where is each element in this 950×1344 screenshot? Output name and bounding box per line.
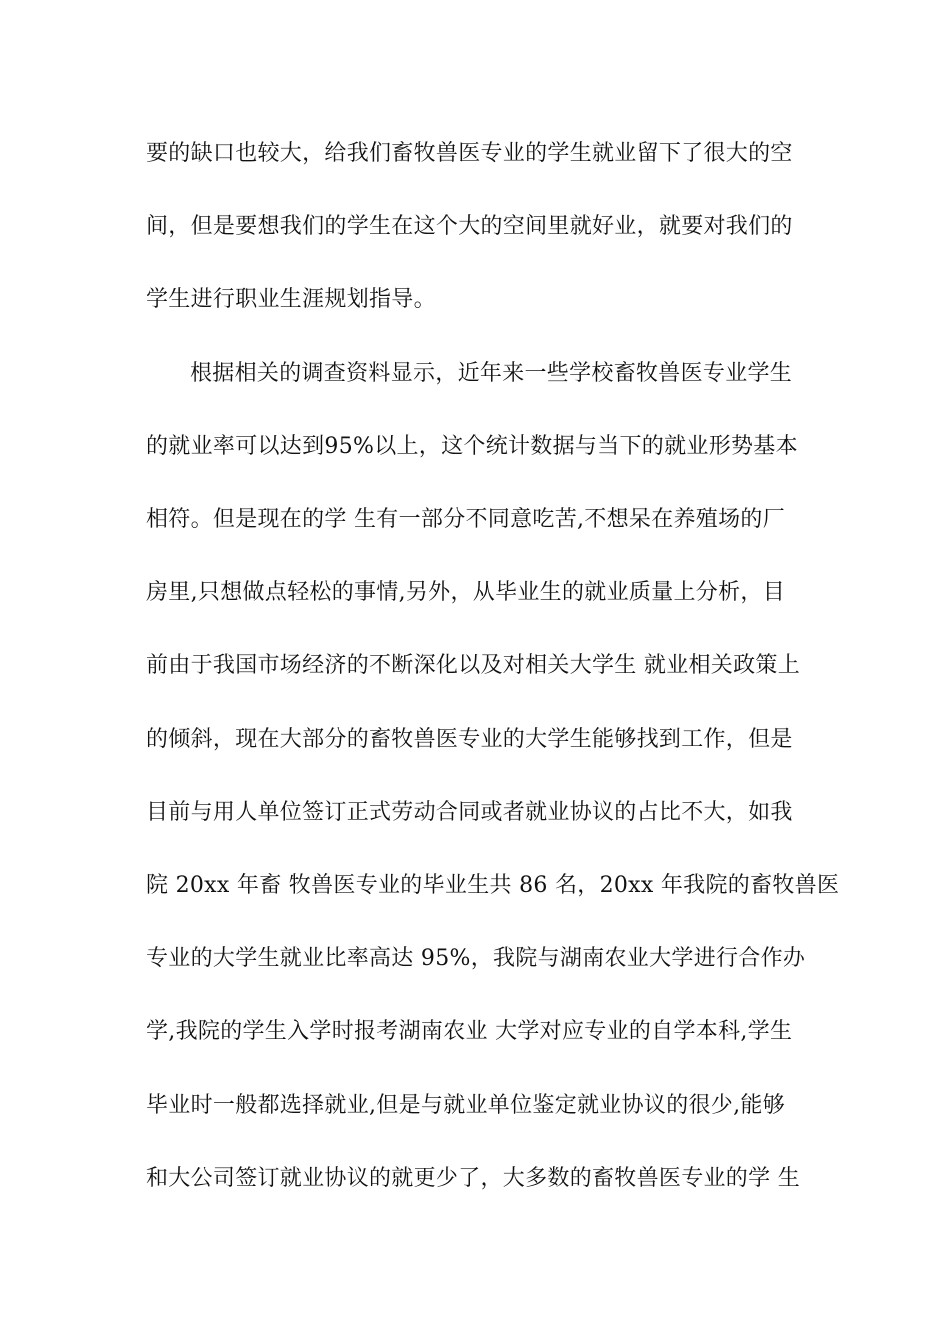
- text-line: 毕业时一般都选择就业,但是与就业单位鉴定就业协议的很少,能够: [146, 1093, 785, 1118]
- paragraph-first-line: 根据相关的调查资料显示，近年来一些学校畜牧兽医专业学生: [190, 361, 793, 386]
- text-line: 院 20xx 年畜 牧兽医专业的毕业生共 86 名，20xx 年我院的畜牧兽医: [146, 873, 840, 898]
- text-line: 和大公司签订就业协议的就更少了，大多数的畜牧兽医专业的学 生: [146, 1166, 800, 1191]
- text-line: 房里,只想做点轻松的事情,另外，从毕业生的就业质量上分析，目: [146, 580, 785, 605]
- text-line: 专业的大学生就业比率高达 95%，我院与湖南农业大学进行合作办: [146, 946, 806, 971]
- text-line: 目前与用人单位签订正式劳动合同或者就业协议的占比不大，如我: [146, 800, 793, 825]
- text-line: 学生进行职业生涯规划指导。: [146, 287, 436, 312]
- text-line: 前由于我国市场经济的不断深化以及对相关大学生 就业相关政策上: [146, 653, 800, 678]
- text-line: 的倾斜，现在大部分的畜牧兽医专业的大学生能够找到工作，但是: [146, 727, 793, 752]
- text-line: 学,我院的学生入学时报考湖南农业 大学对应专业的自学本科,学生: [146, 1019, 793, 1044]
- text-line: 的就业率可以达到95%以上，这个统计数据与当下的就业形势基本: [146, 434, 798, 459]
- text-line: 要的缺口也较大，给我们畜牧兽医专业的学生就业留下了很大的空: [146, 141, 793, 166]
- text-line: 间，但是要想我们的学生在这个大的空间里就好业，就要对我们的: [146, 214, 793, 239]
- text-line: 相符。但是现在的学 生有一部分不同意吃苦,不想呆在养殖场的厂: [146, 507, 785, 532]
